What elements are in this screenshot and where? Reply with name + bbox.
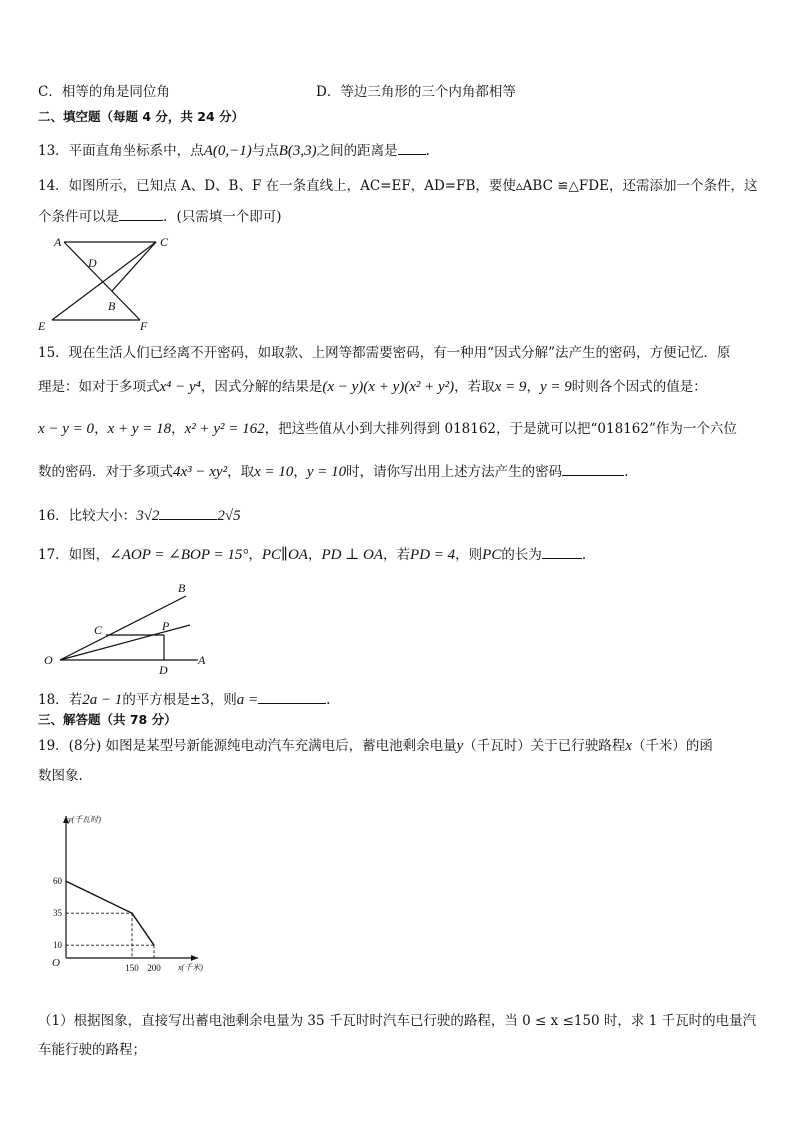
q17-cond-3: PD ⊥ OA bbox=[321, 547, 384, 563]
question-15-line-3: x − y = 0，x + y = 18，x² + y² = 162，把这些值从小到大排列得到 018162，于是就可以把“018162”作为一个六位 bbox=[38, 421, 737, 437]
q18-answer-blank bbox=[258, 689, 326, 704]
q15-y2: y = 10 bbox=[306, 464, 347, 480]
q13-point-a: A(0,−1) bbox=[203, 143, 252, 159]
q15-line3-post: ，把这些值从小到大排列得到 018162，于是就可以把“018162”作为一个六位 bbox=[264, 421, 737, 437]
q19-sub1-line-1: （1）根据图象，直接写出蓄电池剩余电量为 35 千瓦时时汽车已行驶的路程，当 0 ≤ x ≤150 时，求 1 千瓦时的电量汽 bbox=[38, 1013, 757, 1029]
q17-post2: 的长为 bbox=[501, 547, 542, 563]
q14-answer-blank bbox=[119, 206, 163, 221]
q18-expr: 2a − 1 bbox=[82, 692, 123, 708]
q15-factored: (x − y)(x + y)(x² + y²) bbox=[322, 379, 455, 395]
q17-figure bbox=[38, 578, 218, 678]
q15-eq-2: x + y = 18 bbox=[107, 421, 172, 437]
question-15-line-2 bbox=[38, 377, 707, 397]
question-18 bbox=[38, 689, 330, 710]
q15-x2: x = 10 bbox=[254, 464, 294, 480]
q14-segment-ce bbox=[52, 242, 156, 320]
q14-label-c: C bbox=[160, 235, 169, 249]
q14-line2-post: ．(只需填一个即可) bbox=[163, 209, 282, 225]
q15-line2-mid2: ，若取 bbox=[454, 379, 495, 395]
q18-mid: 的平方根是±3，则 bbox=[122, 692, 237, 708]
q15-eq-3: x² + y² = 162 bbox=[184, 421, 265, 437]
q17-cond-1: ∠AOP = ∠BOP = 15° bbox=[109, 547, 249, 563]
q19-y-var: y bbox=[456, 738, 464, 754]
q15-x-value: x = 9 bbox=[494, 379, 527, 395]
x-tick-label: 200 bbox=[147, 963, 161, 973]
q15-line2-pre: 理是：如对于多项式 bbox=[38, 379, 160, 395]
q15-line2-post: 时则各个因式的值是： bbox=[571, 379, 707, 395]
q13-text-post: 之间的距离是 bbox=[316, 143, 398, 159]
x-axis-label: x(千米) bbox=[178, 963, 203, 972]
q17-pre: 17．如图， bbox=[38, 547, 110, 563]
section-2-title: 二、填空题（每题 4 分，共 24 分） bbox=[38, 109, 245, 124]
x-tick-label: 150 bbox=[125, 963, 139, 973]
q13-answer-blank bbox=[398, 140, 426, 155]
q14-label-d: D bbox=[88, 256, 97, 270]
q12-option-c: C．相等的角是同位角 bbox=[38, 84, 170, 100]
q17-label-o: O bbox=[44, 653, 53, 667]
q18-pre: 18．若 bbox=[38, 692, 83, 708]
q14-label-e: E bbox=[38, 319, 46, 333]
q14-line2-pre: 个条件可以是 bbox=[38, 209, 119, 225]
q14-segment-af bbox=[64, 242, 140, 320]
q16-pre: 16．比较大小： bbox=[38, 508, 137, 524]
q18-end: . bbox=[326, 692, 331, 708]
q15-y-value: y = 9 bbox=[539, 379, 572, 395]
q19-x-var: x bbox=[625, 738, 632, 754]
q15-line4-mid: ，取 bbox=[227, 464, 255, 480]
y-axis-label: y(千瓦时) bbox=[68, 815, 101, 824]
q15-eq-1: x − y = 0 bbox=[38, 421, 95, 437]
x-axis-arrow bbox=[191, 955, 198, 961]
q13-text-mid: 与点 bbox=[251, 143, 279, 159]
q14-figure bbox=[34, 232, 184, 334]
q19-chart bbox=[34, 808, 234, 978]
q15-line-1: 15．现在生活人们已经离不开密码，如取款、上网等都需要密码，有一种用“因式分解”法产生的密码，方便记忆．原 bbox=[38, 345, 731, 361]
q18-a: a = bbox=[236, 692, 259, 708]
series-line bbox=[66, 881, 154, 945]
q17-cond-4: PD = 4 bbox=[410, 547, 456, 563]
question-19-line-1 bbox=[38, 736, 713, 756]
q17-pc: PC bbox=[482, 547, 502, 563]
q15-poly-1: x⁴ − y⁴ bbox=[159, 379, 201, 395]
q19-line1-pre: 19．(8分) 如图是某型号新能源纯电动汽车充满电后，蓄电池剩余电量 bbox=[38, 738, 457, 754]
q15-poly-2: 4x³ − xy² bbox=[173, 464, 228, 480]
q17-label-d: D bbox=[159, 663, 168, 677]
q16-expr-b: 2√5 bbox=[217, 508, 241, 524]
q13-point-b: B(3,3) bbox=[278, 143, 317, 159]
q17-end: . bbox=[581, 547, 587, 563]
q17-cond-2: PC∥OA bbox=[261, 547, 308, 563]
q16-expr-a: 3√2 bbox=[136, 508, 160, 524]
q17-mid: ，若 bbox=[383, 547, 411, 563]
q17-label-a: A bbox=[198, 653, 206, 667]
q17-post: ，则 bbox=[455, 547, 483, 563]
question-16 bbox=[38, 505, 241, 526]
q14-label-b: B bbox=[108, 299, 116, 313]
q14-label-f: F bbox=[140, 319, 148, 333]
q14-label-a: A bbox=[54, 235, 62, 249]
q17-label-c: C bbox=[94, 623, 103, 637]
q17-label-b: B bbox=[178, 581, 186, 595]
q15-line2-mid: ，因式分解的结果是 bbox=[200, 379, 323, 395]
q15-answer-blank bbox=[562, 461, 624, 476]
q15-end: . bbox=[624, 464, 629, 480]
q17-label-p: P bbox=[162, 619, 170, 633]
q15-comma: ， bbox=[526, 379, 540, 395]
y-tick-label: 60 bbox=[53, 876, 62, 887]
section-3-title: 三、解答题（共 78 分） bbox=[38, 712, 177, 727]
q12-option-d: D．等边三角形的三个内角都相等 bbox=[316, 84, 516, 100]
y-tick-label: 35 bbox=[53, 908, 62, 919]
origin-label: O bbox=[52, 957, 60, 969]
q15-line4-pre: 数的密码．对于多项式 bbox=[38, 464, 173, 480]
q15-line4-post: 时，请你写出用上述方法产生的密码 bbox=[346, 464, 563, 480]
q14-segment-cb bbox=[112, 242, 156, 291]
y-tick-label: 10 bbox=[53, 940, 62, 951]
q19-sub1-line-2: 车能行驶的路程； bbox=[38, 1042, 146, 1058]
q19-line1-post: （千米）的函 bbox=[631, 738, 713, 754]
q13-text-pre: 13．平面直角坐标系中，点 bbox=[38, 143, 204, 159]
question-17: 17．如图，∠AOP = ∠BOP = 15°，PC∥OA，PD ⊥ OA，若PD = 4，则PC的长为 . bbox=[38, 544, 586, 565]
question-13 bbox=[38, 140, 430, 161]
q17-ray-op bbox=[60, 625, 190, 660]
q14-line-1: 14．如图所示，已知点 A、D、B、F 在一条直线上，AC=EF，AD=FB，要使▵ABC ≌△FDE，还需添加一个条件，这 bbox=[38, 178, 758, 194]
question-15-line-4: 数的密码．对于多项式4x³ − xy²，取x = 10，y = 10时，请你写出用上述方法产生的密码 . bbox=[38, 461, 628, 482]
q16-answer-blank bbox=[159, 505, 217, 520]
question-14-line-2 bbox=[38, 206, 282, 227]
q17-answer-blank bbox=[542, 544, 582, 559]
q19-line-2: 数图象. bbox=[38, 768, 83, 784]
q13-end: . bbox=[425, 143, 430, 159]
q19-line1-mid: （千瓦时）关于已行驶路程 bbox=[463, 738, 626, 754]
